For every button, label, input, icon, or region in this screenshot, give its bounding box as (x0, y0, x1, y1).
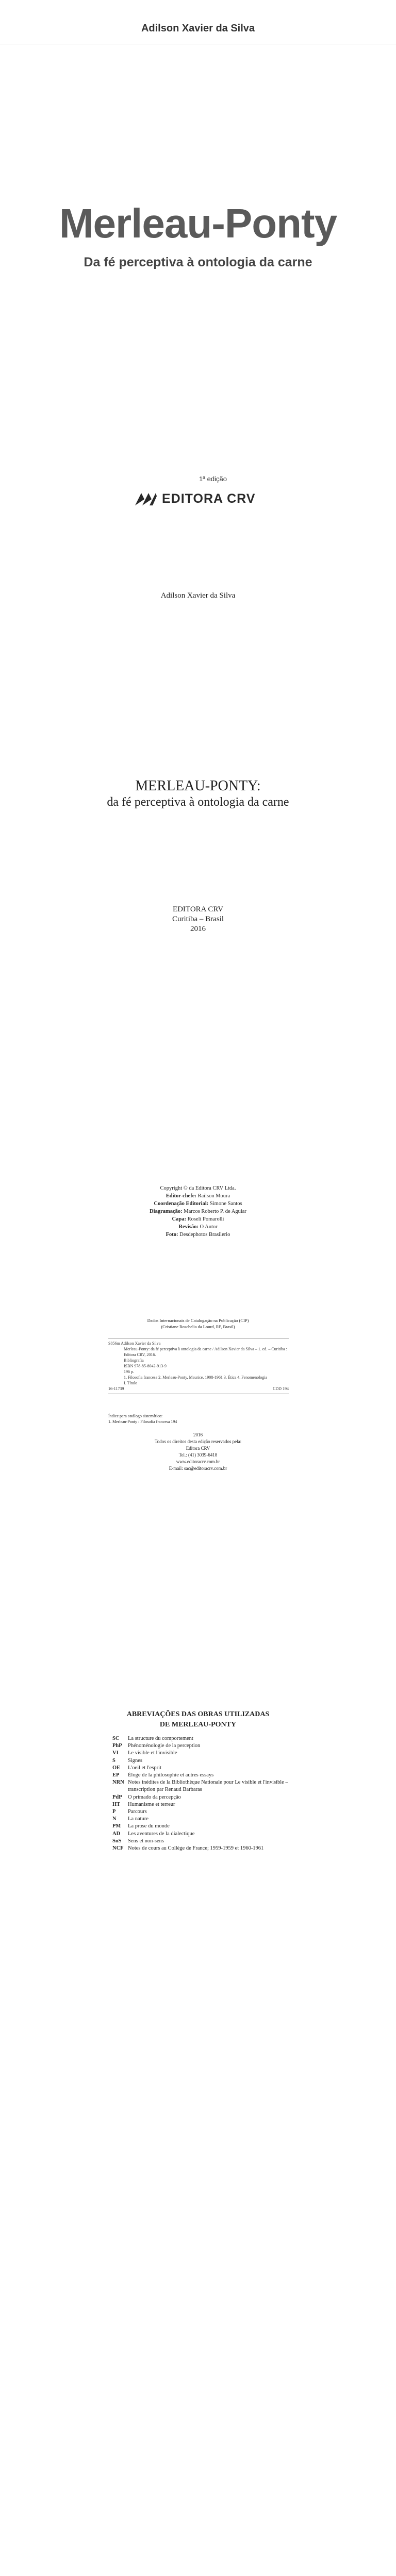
credit-row (0, 1231, 396, 1239)
abbreviation-title: La nature (128, 1816, 148, 1822)
abbreviations-page (0, 1680, 396, 2233)
abbreviation-title: Le visible et l'invisible (128, 1750, 177, 1756)
abbreviations-list (112, 1735, 298, 1852)
abbreviation-title: La structure du comportement (128, 1736, 193, 1741)
catalog-heading-line: (Cristiane Roschelia da Lourd, RP, Brasil) (161, 1324, 235, 1329)
credit-value: Railson Moura (197, 1193, 230, 1199)
credit-row (0, 1208, 396, 1215)
abbreviation-title: Les aventures de la dialectique (128, 1831, 195, 1837)
abbreviation-item (112, 1845, 298, 1852)
abbreviations-heading-line: DE MERLEAU-PONTY (159, 1721, 237, 1728)
abbreviation-item (112, 1816, 298, 1823)
abbreviation-code: VI (112, 1750, 119, 1756)
abbreviation-title: Humanisme et terreur (128, 1801, 175, 1807)
catalog-card (108, 1336, 289, 1396)
catalog-line: 196 p. (124, 1369, 134, 1374)
publisher-logo (134, 488, 268, 509)
abbreviations-heading-line: ABREVIAÇÕES DAS OBRAS UTILIZADAS (126, 1710, 270, 1718)
catalog-line: ISBN 978-85-8042-913-9 (124, 1364, 167, 1368)
credit-label: Foto: (166, 1232, 178, 1238)
copyright-line: Copyright © da Editora CRV Ltda. (160, 1185, 236, 1191)
rights-block (0, 1432, 396, 1472)
title-page-publisher: EDITORA CRV (172, 905, 224, 913)
abbreviation-code: OE (112, 1765, 121, 1771)
abbreviation-item (112, 1742, 298, 1750)
credit-label: Revisão: (178, 1224, 199, 1230)
abbreviation-code: SnS (112, 1838, 122, 1844)
abbreviation-title: Phénoménologie de la perception (128, 1743, 201, 1749)
abbreviation-title: L'oeil et l'esprit (128, 1765, 162, 1771)
credit-row (0, 1192, 396, 1200)
abbreviation-code: AD (112, 1831, 121, 1837)
abbreviation-code: NRN (112, 1780, 124, 1786)
abbreviation-code: S (112, 1757, 116, 1764)
credit-value: Roseli Pomarolli (187, 1216, 224, 1222)
catalog-line: Merleau-Ponty: da fé perceptiva à ontologia da carne / Adilson Xavier da Silva – 1. ed. – Curitiba : Editora CRV, 2016. (124, 1347, 287, 1357)
abbreviation-item (112, 1808, 298, 1816)
catalog-heading (0, 1317, 396, 1330)
rights-line: www.editoracrv.com.br (176, 1459, 220, 1464)
catalog-number: 16-11739 (108, 1386, 124, 1391)
rights-line: Editora CRV (186, 1446, 210, 1451)
title-page-year: 2016 (190, 925, 206, 933)
title-page-subtitle: da fé perceptiva à ontologia da carne (107, 795, 289, 809)
cover-title: Merleau-Ponty (59, 200, 337, 246)
rights-line: 2016 (193, 1432, 203, 1437)
credit-row (0, 1223, 396, 1231)
credit-label: Diagramação: (150, 1209, 183, 1214)
credit-value: Marcos Roberto P. de Aguiar (184, 1209, 246, 1214)
rights-line: E-mail: sac@editoracrv.com.br (169, 1466, 227, 1471)
abbreviation-item (112, 1750, 298, 1757)
publisher-logo-icon (134, 491, 158, 506)
catalog-cdd-row (108, 1386, 289, 1392)
abbreviation-code: P (112, 1809, 116, 1815)
title-page-place: Curitiba – Brasil (172, 915, 224, 923)
copyright-page (0, 1121, 396, 1674)
catalog-line: I. Título (124, 1381, 138, 1385)
abbreviation-item (112, 1765, 298, 1772)
abbreviation-code: HT (112, 1801, 121, 1807)
rights-line: Tel.: (41) 3039-6418 (178, 1452, 218, 1458)
abbreviation-title: La prose du monde (128, 1823, 170, 1829)
cover-subtitle: Da fé perceptiva à ontologia da carne (84, 255, 312, 269)
abbreviation-item (112, 1772, 298, 1779)
rights-line: Todos os direitos desta edição reservados pela: (154, 1439, 242, 1444)
abbreviation-item (112, 1779, 298, 1793)
abbreviation-title: O primado da percepção (128, 1794, 181, 1800)
catalog-line: 1. Filosofia francesa 2. Merleau-Ponty, Maurice, 1908-1961 3. Ética 4. Fenomenologia (124, 1375, 268, 1380)
title-page-title: MERLEAU-PONTY: (135, 778, 261, 794)
abbreviation-code: EP (112, 1772, 120, 1778)
title-page-publisher-block (0, 905, 396, 934)
abbreviation-item (112, 1801, 298, 1808)
credit-value: Desdephotos Brasilerio (179, 1232, 230, 1238)
abbreviation-title: Notes inédites de la Bibliothèque Nationale pour Le visible et l'invisible – transcription par Renaud Barbaras (128, 1780, 288, 1793)
catalog-line: S856m Adilson Xavier da Silva (108, 1341, 161, 1346)
title-page-author: Adilson Xavier da Silva (160, 591, 236, 600)
abbreviation-item (112, 1838, 298, 1845)
abbreviation-code: SC (112, 1736, 120, 1741)
abbreviation-code: PM (112, 1823, 121, 1829)
abbreviation-title: Sens et non-sens (128, 1838, 164, 1844)
cover-edition: 1ª edição (199, 475, 227, 483)
catalog-indices (108, 1413, 289, 1425)
abbreviation-code: PhP (112, 1743, 122, 1749)
credit-label: Coordenação Editorial: (154, 1201, 209, 1207)
abbreviation-item (112, 1757, 298, 1765)
credit-label: Capa: (172, 1216, 186, 1222)
cover-page (0, 0, 396, 556)
abbreviation-item (112, 1823, 298, 1830)
cover-author: Adilson Xavier da Silva (141, 23, 255, 34)
catalog-cdd: CDD 194 (273, 1386, 289, 1391)
credit-row (0, 1200, 396, 1208)
title-page (0, 562, 396, 1115)
indices-line: Índice para catálogo sistemático: (108, 1414, 163, 1418)
abbreviation-title: Éloge de la philosophie et autres essays (128, 1772, 214, 1778)
abbreviation-title: Notes de cours au Collège de France; 1959-1959 et 1960-1961 (128, 1845, 264, 1852)
abbreviation-item (112, 1735, 298, 1742)
catalog-line: Bibliografia (124, 1358, 144, 1363)
credit-row (0, 1215, 396, 1223)
credits-list (0, 1192, 396, 1239)
acknowledgements-page (0, 2239, 396, 2576)
abbreviations-heading (0, 1709, 396, 1730)
credit-value: O Autor (200, 1224, 218, 1230)
credit-label: Editor-chefe: (166, 1193, 196, 1199)
abbreviation-code: NCF (112, 1845, 124, 1852)
catalog-heading-line: Dados Internacionais de Catalogação na Publicação (CIP) (147, 1318, 249, 1323)
indices-line: 1. Merleau-Ponty : Filosofia francesa 194 (108, 1419, 177, 1424)
abbreviation-item (112, 1831, 298, 1838)
publisher-logo-text: EDITORA CRV (162, 491, 256, 506)
abbreviation-code: PdP (112, 1794, 122, 1800)
abbreviation-title: Parcours (128, 1809, 147, 1815)
credits-block (0, 1184, 396, 1239)
credit-value: Simone Santos (209, 1201, 242, 1207)
abbreviation-code: N (112, 1816, 117, 1822)
abbreviation-title: Signes (128, 1757, 143, 1764)
abbreviation-item (112, 1794, 298, 1801)
